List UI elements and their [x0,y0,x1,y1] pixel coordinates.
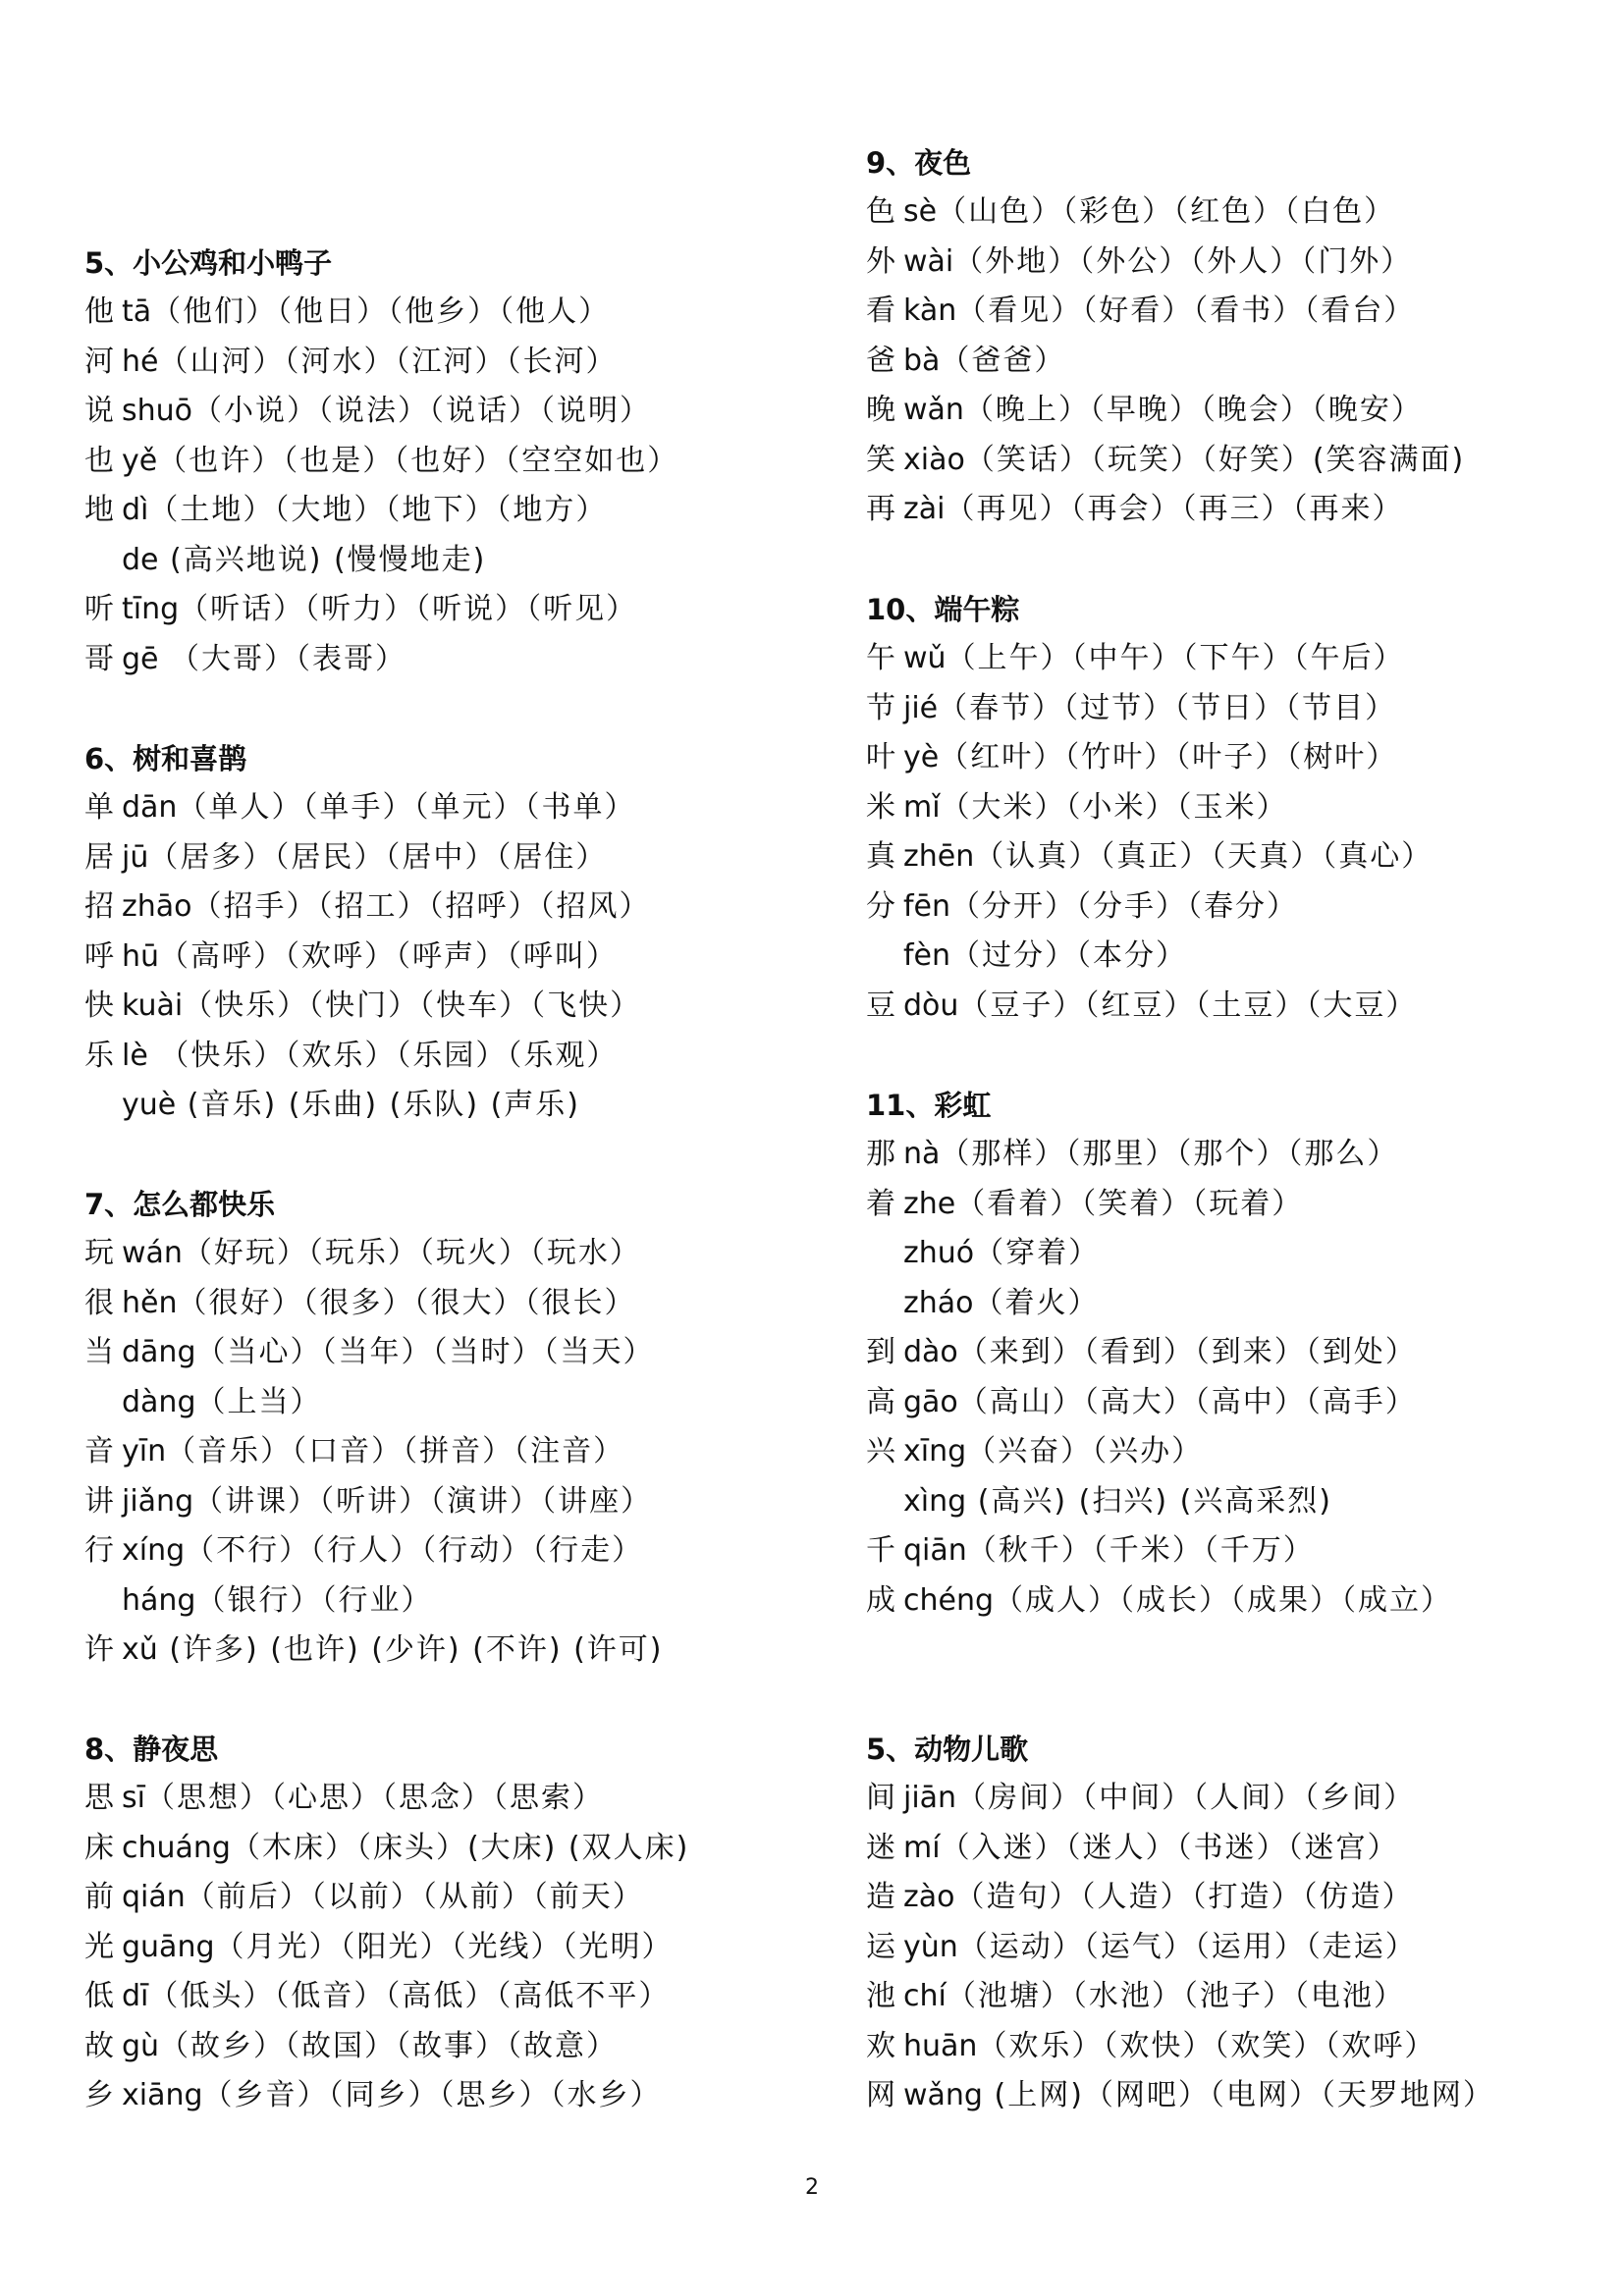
vocab-line [84,1526,772,1576]
vocab-character: 网 [866,2078,895,2112]
vocab-words: （居多）（居民）（居中）（居住） [148,839,608,875]
vocab-pinyin: qiān [903,1533,967,1568]
vocab-character: 高 [866,1384,895,1419]
vocab-character: 米 [866,789,895,825]
vocab-character: 节 [866,690,895,725]
vocab-pinyin: dān [122,790,178,825]
vocab-line [866,832,1553,882]
vocab-character: 真 [866,839,895,874]
vocab-line [866,982,1553,1032]
vocab-pinyin: dào [903,1335,958,1369]
vocab-pinyin: dī [122,1979,149,2013]
vocab-words: （看着）（笑着）（玩着） [955,1186,1304,1221]
section-5 [84,239,772,684]
vocab-line [84,1774,772,1824]
vocab-line [84,1032,772,1082]
vocab-line [866,1576,1553,1627]
vocab-line [866,1180,1553,1230]
vocab-character: 着 [866,1186,895,1221]
vocab-character: 低 [84,1979,114,2013]
vocab-character: 快 [84,988,114,1023]
vocab-pinyin: mí [903,1830,941,1865]
vocab-character: 故 [84,2028,114,2063]
vocab-character: 成 [866,1582,895,1618]
section-9 [866,138,1553,535]
vocab-words: （思想）（心思）（思念）（思索） [144,1781,604,1815]
vocab-character: 河 [84,344,114,379]
vocab-line [84,1427,772,1477]
vocab-character: 也 [84,443,114,478]
vocab-pinyin: kuài [122,988,184,1023]
vocab-character: 地 [84,493,114,527]
vocab-line [84,437,772,487]
vocab-pinyin: qián [122,1880,186,1914]
vocab-words: （着火） [973,1285,1100,1320]
vocab-line [866,187,1553,238]
vocab-words: （大哥）（表哥） [158,641,407,676]
vocab-words: （过分）（本分） [950,938,1188,973]
vocab-pinyin: chuáng [122,1830,231,1865]
vocab-character: 看 [866,294,895,328]
vocab-pinyin: bà [903,343,941,378]
vocab-character: 兴 [866,1434,895,1468]
vocab-pinyin: yè [903,740,940,774]
vocab-character: 音 [84,1434,114,1468]
section-title: 10、端午粽 [866,593,1020,626]
vocab-words: （故乡）（故国）（故事）（故意） [159,2028,619,2063]
vocab-pinyin: wǎn [903,393,964,427]
vocab-line [84,833,772,883]
section-title: 11、彩虹 [866,1089,992,1122]
vocab-line [84,1229,772,1279]
vocab-pinyin: fēn [903,888,951,924]
vocab-line [84,338,772,388]
vocab-pinyin: yùn [903,1929,958,1964]
vocab-line [866,1378,1553,1428]
vocab-words: （高呼）（欢呼）（呼声）（呼叫） [159,938,619,974]
vocab-pinyin: mǐ [903,789,941,825]
vocab-character: 造 [866,1880,895,1914]
vocab-pinyin: sè [903,194,938,229]
section-title: 6、树和喜鹊 [84,742,247,775]
vocab-line [84,1824,772,1874]
vocab-words: （快乐）（欢乐）（乐园）（乐观） [147,1038,619,1073]
vocab-words: （低头）（低音）（高低）（高低不平） [148,1979,671,2013]
vocab-character: 乐 [84,1038,114,1073]
vocab-pinyin: yě [122,443,158,478]
vocab-pinyin: jū [122,839,149,875]
vocab-pinyin: zhuó [903,1236,975,1270]
vocab-character: 许 [84,1632,114,1667]
vocab-line [84,585,772,635]
vocab-line [84,1873,772,1923]
vocab-pinyin: hěn [122,1285,178,1320]
vocab-words: （单人）（单手）（单元）（书单） [177,790,636,825]
vocab-character: 爸 [866,343,895,378]
vocab-line [866,1873,1553,1923]
vocab-line [866,1477,1553,1527]
vocab-character: 招 [84,889,114,924]
vocab-words: （认真）（真正）（天真）（真心） [974,839,1434,874]
vocab-line [866,2071,1553,2121]
vocab-character: 行 [84,1533,114,1568]
vocab-words: （高山）（高大）（高中）（高手） [957,1384,1417,1419]
vocab-pinyin: jié [903,690,939,725]
vocab-pinyin: zào [903,1880,955,1914]
vocab-line [84,536,772,586]
vocab-character: 迷 [866,1830,895,1865]
vocab-character: 午 [866,641,895,675]
vocab-pinyin: xíng [122,1533,186,1568]
vocab-words: （外地）（外公）（外人）（门外） [953,243,1413,279]
vocab-character: 欢 [866,2028,895,2063]
vocab-line [84,882,772,933]
vocab-character: 很 [84,1285,114,1320]
vocab-pinyin: lè [122,1038,148,1073]
vocab-words: (高兴) (扫兴) (兴高采烈) [966,1483,1332,1519]
vocab-words: (音乐) (乐曲) (乐队) (声乐) [176,1088,581,1122]
vocab-character: 光 [84,1929,114,1964]
vocab-words: （晚上）（早晚）（晚会）（晚安） [963,393,1423,427]
vocab-line [866,783,1553,833]
vocab-character: 千 [866,1533,895,1568]
vocab-line [866,1427,1553,1477]
vocab-line [866,2022,1553,2072]
section-7 [84,1180,772,1676]
vocab-line [866,1229,1553,1279]
vocab-pinyin: gē [122,641,159,676]
vocab-pinyin: dòu [903,988,959,1023]
vocab-line [866,1328,1553,1378]
vocab-pinyin: xiào [903,442,965,477]
vocab-character: 叶 [866,740,895,774]
vocab-words: (高兴地说) (慢慢地走) [158,542,487,577]
vocab-character: 再 [866,492,895,526]
vocab-words: （豆子）（红豆）（土豆）（大豆） [958,988,1418,1023]
vocab-pinyin: xǔ [122,1632,158,1667]
vocab-line [866,485,1553,535]
vocab-line [866,1923,1553,1973]
vocab-words: （小说）（说法）（说话）（说明） [192,394,652,428]
vocab-pinyin: chí [903,1979,947,2013]
vocab-pinyin: nà [903,1137,941,1171]
vocab-pinyin: wán [122,1236,183,1270]
vocab-character: 间 [866,1781,895,1815]
vocab-words: （兴奋）（兴办） [966,1434,1204,1468]
vocab-words: （土地）（大地）（地下）（地方） [148,493,608,527]
vocab-words: （他们）（他日）（他乡）（他人） [151,294,611,329]
vocab-line [866,1824,1553,1874]
vocab-character: 思 [84,1781,114,1815]
vocab-character: 笑 [866,442,895,477]
vocab-words: （好玩）（玩乐）（玩火）（玩水） [182,1236,641,1270]
vocab-character: 听 [84,592,114,626]
vocab-character: 运 [866,1929,895,1964]
vocab-line [84,486,772,536]
vocab-character: 到 [866,1335,895,1369]
vocab-words: （再见）（再会）（再三）（再来） [945,492,1404,526]
vocab-pinyin: zhāo [122,889,192,924]
vocab-character: 讲 [84,1483,114,1519]
vocab-line [866,337,1553,387]
vocab-line [84,1279,772,1329]
vocab-line [866,932,1553,982]
vocab-words: （看见）（好看）（看书）（看台） [956,294,1416,328]
vocab-words: (上网)（网吧）（电网）（天罗地网） [982,2078,1494,2112]
vocab-character: 豆 [866,988,895,1023]
vocab-words: （招手）（招工）（招呼）（招风） [191,889,651,924]
section-11 [866,1081,1553,1626]
vocab-words: （上当） [195,1384,322,1419]
section-title: 7、怎么都快乐 [84,1188,276,1221]
vocab-pinyin: zài [903,492,946,526]
vocab-character: 他 [84,294,114,329]
vocab-pinyin: wài [903,243,954,279]
vocab-words: （成人）（成长）（成果）（成立） [994,1582,1453,1618]
vocab-words: （爸爸） [940,343,1066,378]
vocab-pinyin: wǎng [903,2078,983,2112]
vocab-words: （也许）（也是）（也好）（空空如也） [157,443,679,478]
vocab-line [84,288,772,338]
vocab-line [866,882,1553,933]
vocab-character: 池 [866,1979,895,2013]
vocab-words: （很好）（很多）（很大）（很长） [177,1285,636,1320]
vocab-words: （欢乐）（欢快）（欢笑）（欢呼） [977,2028,1436,2063]
vocab-pinyin: shuō [122,394,193,428]
section-5-animal-rhymes [866,1725,1553,2121]
vocab-pinyin: hū [122,938,160,974]
vocab-words: （讲课）（听讲）（演讲）（讲座） [193,1483,653,1519]
vocab-line [84,982,772,1032]
vocab-pinyin: gāo [903,1384,958,1419]
vocab-pinyin: wǔ [903,641,947,675]
vocab-words: （入迷）（迷人）（书迷）（迷宫） [940,1830,1399,1865]
vocab-line [866,1279,1553,1329]
vocab-words: （分开）（分手）（春分） [950,888,1299,924]
vocab-character: 哥 [84,641,114,676]
vocab-words: （山色）（彩色）（红色）（白色） [937,194,1396,229]
vocab-line [84,1626,772,1676]
vocab-words: （秋千）（千米）（千万） [966,1533,1315,1568]
vocab-words: （红叶）（竹叶）（叶子）（树叶） [939,740,1398,774]
vocab-line [866,1774,1553,1824]
vocab-words: （月光）（阳光）（光线）（光明） [214,1929,674,1964]
vocab-pinyin: xiāng [122,2078,203,2112]
vocab-words: （当心）（当年）（当时）（当天） [195,1335,655,1369]
section-10 [866,585,1553,1031]
vocab-line [84,783,772,833]
vocab-words: （前后）（以前）（从前）（前天） [185,1880,644,1914]
section-6 [84,734,772,1131]
section-title: 9、夜色 [866,146,972,180]
vocab-pinyin: háng [122,1582,196,1618]
vocab-words: （银行）（行业） [195,1582,433,1618]
vocab-words: （那样）（那里）（那个）（那么） [940,1137,1399,1171]
vocab-character: 玩 [84,1236,114,1270]
vocab-pinyin: dāng [122,1335,196,1369]
vocab-pinyin: dì [122,493,149,527]
vocab-character: 那 [866,1137,895,1171]
vocab-line [84,933,772,983]
vocab-line [866,634,1553,684]
vocab-line [866,1972,1553,2022]
vocab-character: 当 [84,1335,114,1369]
vocab-words: （大米）（小米）（玉米） [940,789,1288,825]
vocab-line [866,1130,1553,1180]
vocab-line [866,386,1553,436]
vocab-line [866,684,1553,734]
vocab-character: 床 [84,1830,114,1865]
vocab-words: （上午）（中午）（下午）（午后） [946,641,1405,675]
vocab-line [84,2071,772,2121]
vocab-words: （春节）（过节）（节日）（节目） [938,690,1397,725]
section-title: 5、小公鸡和小鸭子 [84,246,333,280]
vocab-character: 晚 [866,393,895,427]
vocab-words: （听话）（听力）（听说）（听见） [179,592,638,626]
vocab-character: 呼 [84,938,114,974]
vocab-pinyin: tā [122,294,152,329]
vocab-character: 色 [866,194,895,229]
vocab-character: 前 [84,1880,114,1914]
vocab-pinyin: hé [122,344,159,379]
vocab-character: 分 [866,888,895,924]
vocab-line [84,1972,772,2022]
vocab-words: （来到）（看到）（到来）（到处） [957,1335,1417,1369]
vocab-words: （笑话）（玩笑）（好笑）(笑容满面) [964,442,1466,477]
section-title: 5、动物儿歌 [866,1733,1029,1766]
vocab-pinyin: yuè [122,1088,177,1122]
vocab-pinyin: kàn [903,294,957,328]
vocab-pinyin: jiǎng [122,1483,194,1519]
vocab-character: 说 [84,394,114,428]
vocab-line [84,1378,772,1428]
vocab-character: 单 [84,790,114,825]
vocab-line [866,436,1553,486]
vocab-line [84,1081,772,1131]
section-8 [84,1725,772,2121]
vocab-line [84,635,772,685]
vocab-words: （不行）（行人）（行动）（行走） [185,1533,644,1568]
vocab-words: （运动）（运气）（运用）（走运） [957,1929,1417,1964]
vocab-line [84,387,772,437]
vocab-pinyin: zhe [903,1186,956,1221]
vocab-pinyin: zhēn [903,839,975,874]
vocab-words: (许多) (也许) (少许) (不许) (许可) [157,1632,664,1667]
vocab-words: （穿着） [974,1236,1101,1270]
vocab-character: 乡 [84,2078,114,2112]
vocab-pinyin: xīng [903,1434,967,1468]
vocab-character: 居 [84,839,114,875]
vocab-line [84,1477,772,1527]
vocab-character: 外 [866,243,895,279]
vocab-words: （房间）（中间）（人间）（乡间） [956,1781,1416,1815]
vocab-words: （音乐）（口音）（拼音）（注音） [166,1434,625,1468]
vocab-pinyin: xìng [903,1483,967,1519]
vocab-line [84,2022,772,2072]
vocab-pinyin: guāng [122,1929,215,1964]
vocab-pinyin: gù [122,2028,160,2063]
vocab-line [84,1923,772,1973]
vocab-line [866,1526,1553,1576]
vocab-pinyin: de [122,542,159,577]
vocab-words: （快乐）（快门）（快车）（飞快） [183,988,642,1023]
vocab-words: （木床）（床头）(大床) (双人床) [230,1830,690,1865]
vocab-pinyin: sī [122,1781,145,1815]
vocab-pinyin: dàng [122,1384,196,1419]
vocab-line [866,238,1553,288]
vocab-pinyin: huān [903,2028,978,2063]
vocab-line [84,1328,772,1378]
vocab-pinyin: zháo [903,1285,974,1320]
vocab-pinyin: fèn [903,938,951,973]
vocab-line [84,1576,772,1627]
vocab-words: （池塘）（水池）（池子）（电池） [946,1979,1405,2013]
vocab-words: （山河）（河水）（江河）（长河） [158,344,618,379]
vocab-pinyin: yīn [122,1434,167,1468]
vocab-line [866,287,1553,337]
vocab-pinyin: tīng [122,592,180,626]
vocab-pinyin: chéng [903,1582,995,1618]
vocab-pinyin: jiān [903,1781,957,1815]
vocab-words: （造句）（人造）（打造）（仿造） [954,1880,1414,1914]
section-title: 8、静夜思 [84,1733,219,1766]
vocab-line [866,733,1553,783]
vocab-words: （乡音）（同乡）（思乡）（水乡） [202,2078,662,2112]
page-number: 2 [805,2175,819,2200]
